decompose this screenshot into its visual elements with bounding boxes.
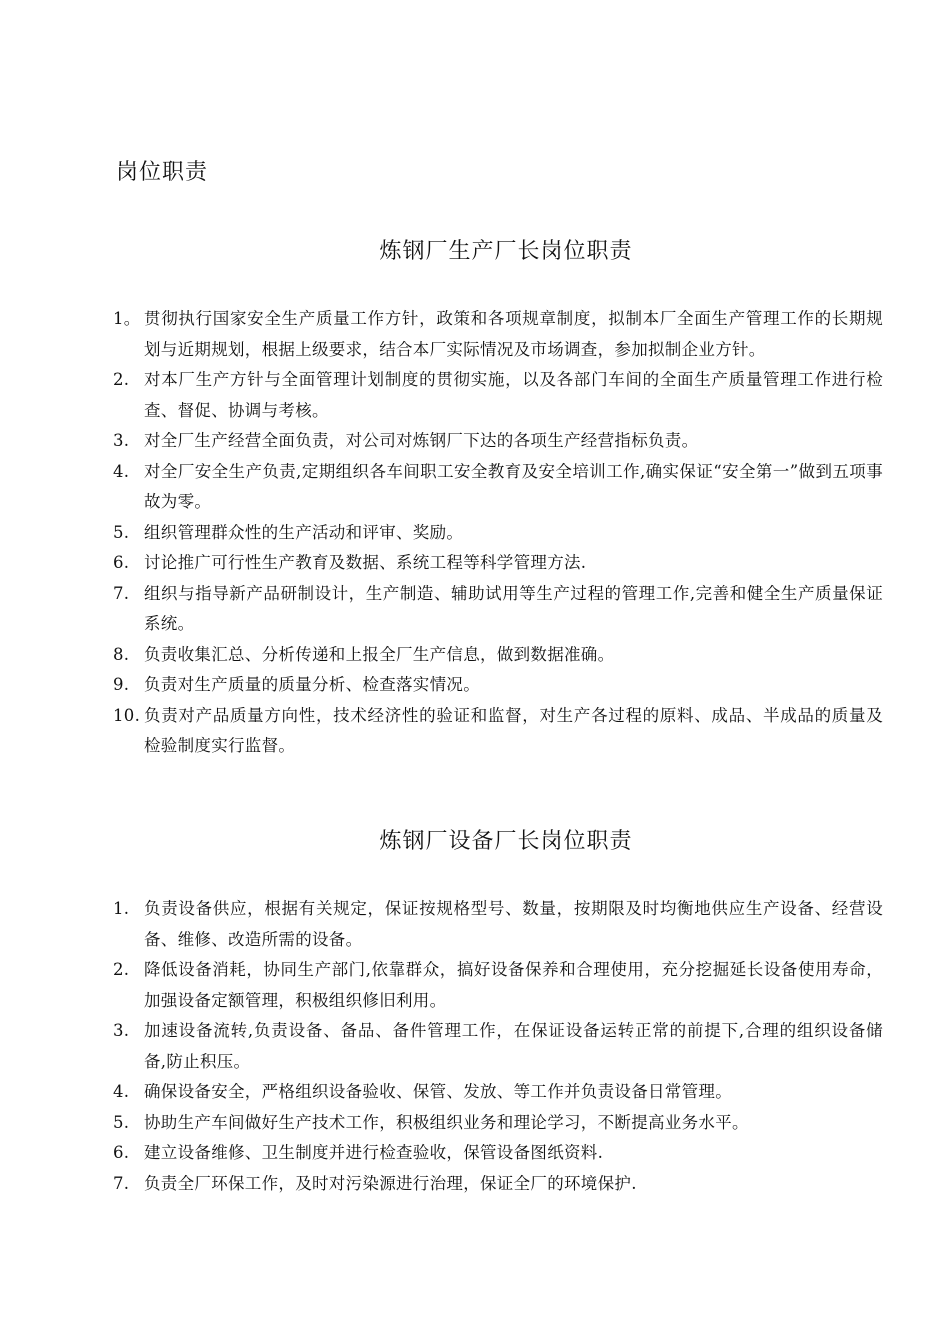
section-title: 炼钢厂设备厂长岗位职责 [379,829,633,854]
item-number: 1. [113,899,130,918]
list-item [113,579,883,640]
list-item [113,1016,883,1077]
section-equipment-director [113,822,883,1199]
list-item [113,1169,883,1200]
item-number: 4. [113,461,130,481]
list-item [113,1077,883,1108]
item-text: 协助生产车间做好生产技术工作，积极组织业务和理论学习，不断提高业务水平。 [144,1112,749,1132]
item-text: 组织与指导新产品研制设计，生产制造、辅助试用等生产过程的管理工作,完善和健全生产质量保证系统。 [144,583,883,633]
duty-list [113,894,883,1199]
item-number: 7. [113,583,130,603]
item-number: 2. [113,960,130,979]
section-production-director [113,232,883,762]
item-number: 10. [113,705,141,725]
item-text: 对全厂安全生产负责,定期组织各车间职工安全教育及安全培训工作,确实保证“安全第一”做到五项事故为零。 [144,461,883,511]
item-text: 加速设备流转,负责设备、备品、备件管理工作，在保证设备运转正常的前提下,合理的组织设备储备,防止积压。 [144,1021,883,1071]
list-item [113,894,883,955]
item-text: 讨论推广可行性生产教育及数据、系统工程等科学管理方法. [144,553,587,572]
item-text: 对本厂生产方针与全面管理计划制度的贯彻实施，以及各部门车间的全面生产质量管理工作进行检查、督促、协调与考核。 [144,370,883,420]
item-number: 5. [113,522,130,542]
list-item [113,365,883,426]
item-text: 贯彻执行国家安全生产质量工作方针，政策和各项规章制度，拟制本厂全面生产管理工作的长期规划与近期规划，根据上级要求，结合本厂实际情况及市场调查，参加拟制企业方针。 [144,309,883,359]
item-text: 负责全厂环保工作，及时对污染源进行治理，保证全厂的环境保护. [144,1173,637,1193]
list-item [113,304,883,365]
list-item [113,1138,883,1169]
list-item [113,640,883,671]
item-number: 1。 [113,309,141,328]
item-text: 负责对产品质量方向性，技术经济性的验证和监督，对生产各过程的原料、成品、半成品的质量及检验制度实行监督。 [144,705,883,755]
list-item [113,548,883,579]
item-number: 6. [113,1143,130,1162]
item-text: 降低设备消耗，协同生产部门,依靠群众，搞好设备保养和合理使用，充分挖掘延长设备使用寿命，加强设备定额管理，积极组织修旧利用。 [144,960,883,1010]
list-item [113,670,883,701]
item-number: 6. [113,553,130,572]
item-number: 8. [113,644,130,664]
item-number: 4. [113,1082,130,1101]
list-item [113,457,883,518]
item-text: 负责设备供应，根据有关规定，保证按规格型号、数量，按期限及时均衡地供应生产设备、经营设备、维修、改造所需的设备。 [144,899,883,949]
item-text: 对全厂生产经营全面负责，对公司对炼钢厂下达的各项生产经营指标负责。 [144,431,699,450]
item-text: 负责对生产质量的质量分析、检查落实情况。 [144,675,480,694]
item-text: 组织管理群众性的生产活动和评审、奖励。 [144,522,464,542]
item-number: 2. [113,370,130,389]
item-number: 3. [113,431,130,450]
item-text: 负责收集汇总、分析传递和上报全厂生产信息，做到数据准确。 [144,644,615,664]
item-number: 5. [113,1112,130,1132]
item-number: 9. [113,675,130,694]
list-item [113,701,883,762]
item-number: 7. [113,1173,130,1193]
duty-list [113,304,883,762]
section-title: 炼钢厂生产厂长岗位职责 [379,239,633,264]
item-number: 3. [113,1021,130,1040]
item-text: 确保设备安全，严格组织设备验收、保管、发放、等工作并负责设备日常管理。 [144,1082,732,1101]
list-item [113,518,883,549]
document-heading: 岗位职责 [116,160,209,185]
list-item [113,955,883,1016]
list-item [113,426,883,457]
list-item [113,1108,883,1139]
item-text: 建立设备维修、卫生制度并进行检查验收，保管设备图纸资料. [144,1143,604,1162]
